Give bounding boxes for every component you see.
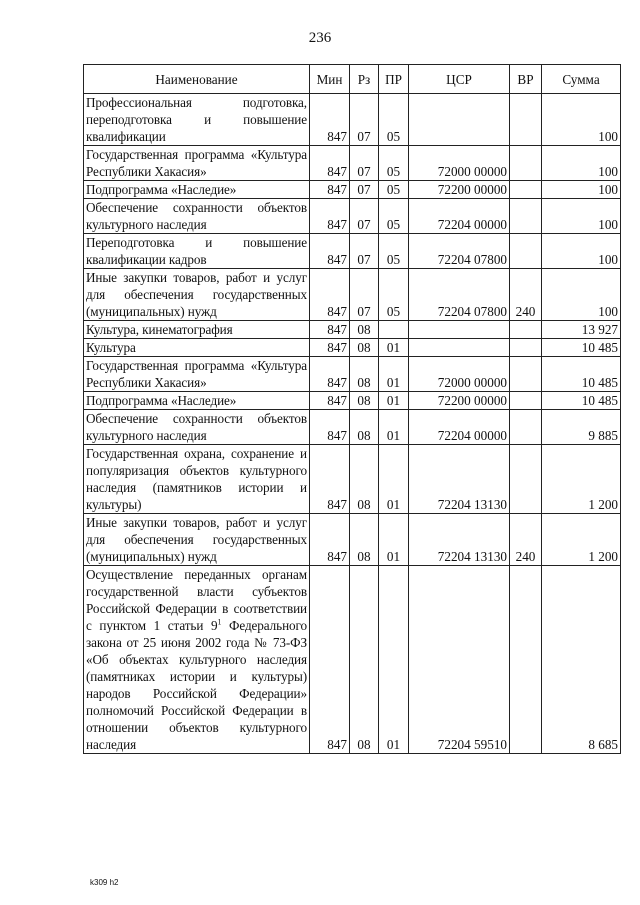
row-rz: 08 (350, 514, 379, 566)
row-min: 847 (310, 269, 350, 321)
row-pr: 01 (379, 339, 409, 357)
row-csr: 72204 00000 (409, 410, 510, 445)
row-csr: 72204 59510 (409, 566, 510, 754)
row-name: Переподготовка и повышение квалификации кадров (84, 234, 310, 269)
row-vr: 240 (510, 269, 542, 321)
row-name: Культура (84, 339, 310, 357)
row-rz: 08 (350, 321, 379, 339)
row-csr (409, 339, 510, 357)
row-rz: 07 (350, 269, 379, 321)
row-pr: 05 (379, 94, 409, 146)
row-vr (510, 392, 542, 410)
column-header-sum: Сумма (542, 65, 621, 94)
row-vr (510, 339, 542, 357)
row-vr (510, 199, 542, 234)
row-sum: 1 200 (542, 445, 621, 514)
row-csr (409, 321, 510, 339)
row-vr (510, 410, 542, 445)
row-rz: 08 (350, 445, 379, 514)
row-sum: 8 685 (542, 566, 621, 754)
row-min: 847 (310, 410, 350, 445)
table-row (84, 514, 621, 566)
footer-code: k309 h2 (90, 878, 119, 887)
row-name: Культура, кинематография (84, 321, 310, 339)
row-sum: 13 927 (542, 321, 621, 339)
row-rz: 08 (350, 410, 379, 445)
row-csr: 72204 07800 (409, 234, 510, 269)
row-min: 847 (310, 181, 350, 199)
row-pr (379, 321, 409, 339)
table-row (84, 410, 621, 445)
row-name: Обеспечение сохранности объектов культурного наследия (84, 410, 310, 445)
row-pr: 05 (379, 146, 409, 181)
column-header-min: Мин (310, 65, 350, 94)
row-pr: 05 (379, 234, 409, 269)
column-header-pr: ПР (379, 65, 409, 94)
row-name: Профессиональная подготовка, переподготовка и повышение квалификации (84, 94, 310, 146)
row-name: Подпрограмма «Наследие» (84, 181, 310, 199)
row-pr: 01 (379, 566, 409, 754)
row-sum: 100 (542, 199, 621, 234)
row-vr (510, 357, 542, 392)
row-rz: 07 (350, 146, 379, 181)
row-csr: 72204 13130 (409, 445, 510, 514)
row-sum: 100 (542, 146, 621, 181)
row-pr: 01 (379, 410, 409, 445)
row-min: 847 (310, 199, 350, 234)
row-rz: 07 (350, 234, 379, 269)
table-header-row (84, 65, 621, 94)
row-min: 847 (310, 339, 350, 357)
row-name (84, 566, 310, 754)
row-csr: 72000 00000 (409, 146, 510, 181)
row-csr: 72000 00000 (409, 357, 510, 392)
table-row (84, 321, 621, 339)
row-name-part2: Федерального закона от 25 июня 2002 года № 73-ФЗ «Об объектах культурного наследия (памятниках истории и культуры) народов Российской Федерации» полномочий Российской Федерации в отношении объектов культурного наследия (86, 618, 307, 752)
row-csr: 72200 00000 (409, 392, 510, 410)
row-pr: 05 (379, 269, 409, 321)
row-vr (510, 181, 542, 199)
row-vr (510, 146, 542, 181)
row-name: Государственная программа «Культура Республики Хакасия» (84, 146, 310, 181)
row-vr (510, 445, 542, 514)
table-row (84, 181, 621, 199)
row-pr: 01 (379, 514, 409, 566)
row-vr (510, 321, 542, 339)
footnote-superscript: 1 (217, 617, 222, 627)
row-pr: 01 (379, 445, 409, 514)
row-vr (510, 234, 542, 269)
column-header-rz: Рз (350, 65, 379, 94)
table-row (84, 339, 621, 357)
row-sum: 10 485 (542, 392, 621, 410)
row-rz: 07 (350, 181, 379, 199)
row-sum: 100 (542, 181, 621, 199)
row-rz: 08 (350, 357, 379, 392)
row-min: 847 (310, 94, 350, 146)
table-row (84, 94, 621, 146)
row-csr: 72204 00000 (409, 199, 510, 234)
row-min: 847 (310, 321, 350, 339)
row-name: Государственная охрана, сохранение и популяризация объектов культурного наследия (памятников истории и культуры) (84, 445, 310, 514)
row-name: Иные закупки товаров, работ и услуг для обеспечения государственных (муниципальных) нужд (84, 269, 310, 321)
row-pr: 05 (379, 181, 409, 199)
row-sum: 100 (542, 234, 621, 269)
row-name: Обеспечение сохранности объектов культурного наследия (84, 199, 310, 234)
row-csr (409, 94, 510, 146)
row-min: 847 (310, 234, 350, 269)
column-header-vr: ВР (510, 65, 542, 94)
row-rz: 07 (350, 94, 379, 146)
row-vr (510, 566, 542, 754)
row-sum: 100 (542, 269, 621, 321)
row-sum: 10 485 (542, 357, 621, 392)
page-number: 236 (308, 30, 332, 46)
row-pr: 05 (379, 199, 409, 234)
row-name: Государственная программа «Культура Республики Хакасия» (84, 357, 310, 392)
table-row (84, 146, 621, 181)
row-rz: 08 (350, 566, 379, 754)
row-min: 847 (310, 146, 350, 181)
table-row (84, 392, 621, 410)
row-min: 847 (310, 445, 350, 514)
row-pr: 01 (379, 392, 409, 410)
table-row (84, 445, 621, 514)
column-header-csr: ЦСР (409, 65, 510, 94)
row-rz: 08 (350, 392, 379, 410)
row-name: Подпрограмма «Наследие» (84, 392, 310, 410)
row-sum: 100 (542, 94, 621, 146)
table-row (84, 566, 621, 754)
row-csr: 72200 00000 (409, 181, 510, 199)
budget-table (83, 64, 621, 754)
table-row (84, 269, 621, 321)
row-pr: 01 (379, 357, 409, 392)
row-name-part1: Осуществление переданных органам государственной власти субъектов Российской Федерации в соответствии с пунктом 1 статьи 9 (86, 567, 307, 633)
column-header-name: Наименование (84, 65, 310, 94)
row-vr: 240 (510, 514, 542, 566)
row-vr (510, 94, 542, 146)
table-row (84, 357, 621, 392)
row-sum: 1 200 (542, 514, 621, 566)
table-row (84, 234, 621, 269)
row-rz: 07 (350, 199, 379, 234)
row-sum: 9 885 (542, 410, 621, 445)
row-rz: 08 (350, 339, 379, 357)
row-min: 847 (310, 392, 350, 410)
row-name: Иные закупки товаров, работ и услуг для обеспечения государственных (муниципальных) нужд (84, 514, 310, 566)
table-row (84, 199, 621, 234)
row-min: 847 (310, 514, 350, 566)
row-sum: 10 485 (542, 339, 621, 357)
row-csr: 72204 07800 (409, 269, 510, 321)
row-min: 847 (310, 357, 350, 392)
row-min: 847 (310, 566, 350, 754)
row-csr: 72204 13130 (409, 514, 510, 566)
